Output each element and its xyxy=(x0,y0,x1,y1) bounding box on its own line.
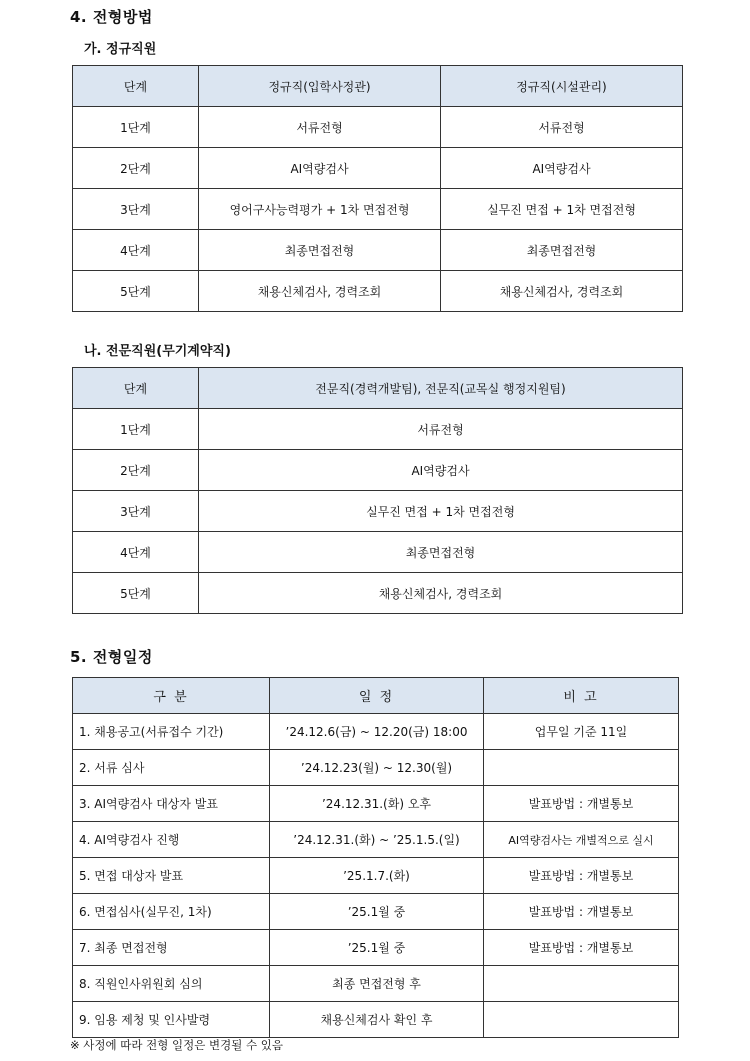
table-cell: 4단계 xyxy=(73,230,199,271)
table-row xyxy=(73,750,679,786)
table-row xyxy=(73,450,683,491)
table-cell: 채용신체검사, 경력조회 xyxy=(199,573,683,614)
table-cell: AI역량검사 xyxy=(441,148,683,189)
table-cell: 3단계 xyxy=(73,189,199,230)
header-cell: 전문직(경력개발팀), 전문직(교목실 행정지원팀) xyxy=(199,368,683,409)
specialist-staff-subtitle: 나. 전문직원(무기계약직) xyxy=(84,344,231,359)
table-cell: 3단계 xyxy=(73,491,199,532)
regular-staff-subtitle: 가. 정규직원 xyxy=(84,42,157,57)
table-row xyxy=(73,894,679,930)
table-cell: 발표방법 : 개별통보 xyxy=(484,786,679,822)
table-row xyxy=(73,271,683,312)
table-cell: 발표방법 : 개별통보 xyxy=(484,858,679,894)
header-cell: 단계 xyxy=(73,368,199,409)
header-cell: 일 정 xyxy=(270,678,484,714)
table-header-row xyxy=(73,368,683,409)
table-row xyxy=(73,189,683,230)
schedule-table xyxy=(72,677,679,1038)
table-row xyxy=(73,858,679,894)
table-header-row xyxy=(73,678,679,714)
table-cell: 채용신체검사, 경력조회 xyxy=(199,271,441,312)
table-cell: 최종면접전형 xyxy=(441,230,683,271)
table-row xyxy=(73,107,683,148)
table-cell: 발표방법 : 개별통보 xyxy=(484,930,679,966)
table-cell: 7. 최종 면접전형 xyxy=(73,930,270,966)
table-cell: 실무진 면접 + 1차 면접전형 xyxy=(199,491,683,532)
table-cell: 발표방법 : 개별통보 xyxy=(484,894,679,930)
table-cell: 6. 면접심사(실무진, 1차) xyxy=(73,894,270,930)
table-row xyxy=(73,714,679,750)
table-row xyxy=(73,822,679,858)
section-5-title: 5. 전형일정 xyxy=(70,648,153,666)
table-cell: 5단계 xyxy=(73,573,199,614)
table-cell: 서류전형 xyxy=(441,107,683,148)
table-row xyxy=(73,966,679,1002)
table-cell: ’24.12.31.(화) 오후 xyxy=(270,786,484,822)
table-row xyxy=(73,409,683,450)
table-cell: 서류전형 xyxy=(199,107,441,148)
table-cell: ’25.1월 중 xyxy=(270,930,484,966)
table-cell: 1단계 xyxy=(73,107,199,148)
table-cell: 최종면접전형 xyxy=(199,230,441,271)
table-row xyxy=(73,532,683,573)
table-cell: 4단계 xyxy=(73,532,199,573)
table-cell: 5. 면접 대상자 발표 xyxy=(73,858,270,894)
schedule-note: ※ 사정에 따라 전형 일정은 변경될 수 있음 xyxy=(70,1038,283,1052)
header-cell: 정규직(시설관리) xyxy=(441,66,683,107)
header-cell: 단계 xyxy=(73,66,199,107)
table-cell: 서류전형 xyxy=(199,409,683,450)
table-cell: 1단계 xyxy=(73,409,199,450)
table-row xyxy=(73,148,683,189)
table-row xyxy=(73,930,679,966)
table-cell: 4. AI역량검사 진행 xyxy=(73,822,270,858)
table-row xyxy=(73,230,683,271)
header-cell: 구 분 xyxy=(73,678,270,714)
section-4-title: 4. 전형방법 xyxy=(70,8,153,26)
table-cell: 실무진 면접 + 1차 면접전형 xyxy=(441,189,683,230)
table-cell xyxy=(484,966,679,1002)
table-cell xyxy=(484,750,679,786)
table-cell: 업무일 기준 11일 xyxy=(484,714,679,750)
table-cell: 8. 직원인사위원회 심의 xyxy=(73,966,270,1002)
specialist-staff-table xyxy=(72,367,683,614)
table-cell: 최종 면접전형 후 xyxy=(270,966,484,1002)
table-cell: ’25.1월 중 xyxy=(270,894,484,930)
table-cell: AI역량검사 xyxy=(199,450,683,491)
table-cell: 최종면접전형 xyxy=(199,532,683,573)
table-cell: 채용신체검사, 경력조회 xyxy=(441,271,683,312)
header-cell: 비 고 xyxy=(484,678,679,714)
table-row xyxy=(73,1002,679,1038)
table-header-row xyxy=(73,66,683,107)
table-cell: 채용신체검사 확인 후 xyxy=(270,1002,484,1038)
table-cell: AI역량검사는 개별적으로 실시 xyxy=(484,822,679,858)
table-cell: 2. 서류 심사 xyxy=(73,750,270,786)
table-cell: ’24.12.23(월) ~ 12.30(월) xyxy=(270,750,484,786)
table-cell: ’25.1.7.(화) xyxy=(270,858,484,894)
table-row xyxy=(73,573,683,614)
table-cell: 9. 임용 제청 및 인사발령 xyxy=(73,1002,270,1038)
table-cell: ’24.12.31.(화) ~ ’25.1.5.(일) xyxy=(270,822,484,858)
table-cell: ’24.12.6(금) ~ 12.20(금) 18:00 xyxy=(270,714,484,750)
table-cell: 2단계 xyxy=(73,450,199,491)
table-cell: 5단계 xyxy=(73,271,199,312)
header-cell: 정규직(입학사정관) xyxy=(199,66,441,107)
table-cell: 영어구사능력평가 + 1차 면접전형 xyxy=(199,189,441,230)
table-row xyxy=(73,491,683,532)
table-cell: 3. AI역량검사 대상자 발표 xyxy=(73,786,270,822)
table-row xyxy=(73,786,679,822)
table-cell: AI역량검사 xyxy=(199,148,441,189)
table-cell: 2단계 xyxy=(73,148,199,189)
table-cell: 1. 채용공고(서류접수 기간) xyxy=(73,714,270,750)
regular-staff-table xyxy=(72,65,683,312)
table-cell xyxy=(484,1002,679,1038)
